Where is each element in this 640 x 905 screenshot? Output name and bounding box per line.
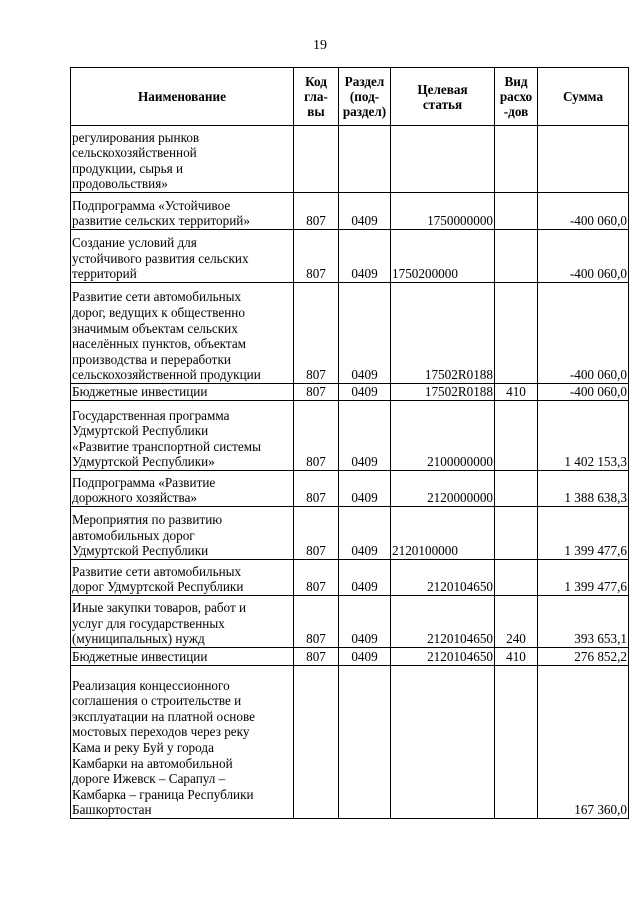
row-code: 807: [294, 560, 339, 596]
table-row: [71, 230, 629, 283]
row-section: 0409: [339, 648, 391, 666]
row-name: Развитие сети автомобильных дорог Удмуртской Республики: [71, 560, 294, 596]
row-code: 807: [294, 471, 339, 507]
row-type: 410: [495, 648, 538, 666]
row-amount: 276 852,2: [538, 648, 629, 666]
row-type: 240: [495, 596, 538, 648]
row-type: [495, 560, 538, 596]
header-row: [71, 68, 629, 126]
row-type: [495, 471, 538, 507]
table-row: [71, 193, 629, 230]
row-section: [339, 666, 391, 819]
row-code: 807: [294, 193, 339, 230]
row-name: Реализация концессионного соглашения о строительстве и эксплуатации на платной основе мостовых переходов через реку Кама и реку Буй у города Камбарки на автомобильной дороге Ижевск – Сарапул – Камбарка – граница Республики Башкортостан: [71, 666, 294, 819]
row-name: Подпрограмма «Устойчивое развитие сельских территорий»: [71, 193, 294, 230]
budget-table: [70, 67, 629, 819]
row-target: 1750000000: [391, 193, 495, 230]
row-target: 2120100000: [391, 507, 495, 560]
table-row: [71, 471, 629, 507]
row-amount: -400 060,0: [538, 384, 629, 401]
row-section: 0409: [339, 596, 391, 648]
row-section: 0409: [339, 560, 391, 596]
row-target: 1750200000: [391, 230, 495, 283]
row-amount: 393 653,1: [538, 596, 629, 648]
row-amount: -400 060,0: [538, 230, 629, 283]
header-type: Вид расхо -дов: [495, 68, 538, 126]
header-amount: Сумма: [538, 68, 629, 126]
row-target: 17502R0188: [391, 283, 495, 384]
row-code: 807: [294, 507, 339, 560]
row-section: 0409: [339, 384, 391, 401]
row-name: Государственная программа Удмуртской Республики «Развитие транспортной системы Удмуртской Республики»: [71, 401, 294, 471]
page-number: 19: [313, 38, 327, 53]
header-name: Наименование: [71, 68, 294, 126]
row-name: регулирования рынков сельскохозяйственной продукции, сырья и продовольствия»: [71, 126, 294, 193]
row-amount: 1 388 638,3: [538, 471, 629, 507]
table-row: [71, 384, 629, 401]
row-target: 2120104650: [391, 648, 495, 666]
row-target: 2120000000: [391, 471, 495, 507]
header-code: Код гла- вы: [294, 68, 339, 126]
row-amount: 1 399 477,6: [538, 560, 629, 596]
row-section: 0409: [339, 401, 391, 471]
row-amount: 1 402 153,3: [538, 401, 629, 471]
table-row: [71, 507, 629, 560]
row-target: 2120104650: [391, 560, 495, 596]
header-section: Раздел (под- раздел): [339, 68, 391, 126]
row-target: 2100000000: [391, 401, 495, 471]
row-code: 807: [294, 648, 339, 666]
row-type: [495, 126, 538, 193]
row-name: Подпрограмма «Развитие дорожного хозяйства»: [71, 471, 294, 507]
row-type: [495, 401, 538, 471]
row-name: Иные закупки товаров, работ и услуг для государственных (муниципальных) нужд: [71, 596, 294, 648]
table-row: [71, 560, 629, 596]
table-row: [71, 283, 629, 384]
row-section: 0409: [339, 230, 391, 283]
row-code: [294, 666, 339, 819]
row-name: Развитие сети автомобильных дорог, ведущих к общественно значимым объектам сельских населённых пунктов, объектам производства и переработки сельскохозяйственной продукции: [71, 283, 294, 384]
row-type: [495, 666, 538, 819]
table-row: [71, 666, 629, 819]
row-type: [495, 283, 538, 384]
row-name: Создание условий для устойчивого развития сельских территорий: [71, 230, 294, 283]
row-amount: [538, 126, 629, 193]
row-section: [339, 126, 391, 193]
row-code: 807: [294, 283, 339, 384]
row-type: [495, 193, 538, 230]
row-section: 0409: [339, 193, 391, 230]
row-type: 410: [495, 384, 538, 401]
row-type: [495, 507, 538, 560]
row-target: [391, 666, 495, 819]
row-amount: -400 060,0: [538, 193, 629, 230]
row-name: Бюджетные инвестиции: [71, 648, 294, 666]
row-section: 0409: [339, 283, 391, 384]
row-code: 807: [294, 596, 339, 648]
row-target: 2120104650: [391, 596, 495, 648]
row-code: 807: [294, 401, 339, 471]
table-row: [71, 596, 629, 648]
row-code: 807: [294, 384, 339, 401]
table-row: [71, 401, 629, 471]
row-section: 0409: [339, 471, 391, 507]
row-name: Мероприятия по развитию автомобильных дорог Удмуртской Республики: [71, 507, 294, 560]
row-section: 0409: [339, 507, 391, 560]
row-amount: 167 360,0: [538, 666, 629, 819]
row-code: 807: [294, 230, 339, 283]
row-target: 17502R0188: [391, 384, 495, 401]
row-name: Бюджетные инвестиции: [71, 384, 294, 401]
row-amount: -400 060,0: [538, 283, 629, 384]
row-amount: 1 399 477,6: [538, 507, 629, 560]
row-code: [294, 126, 339, 193]
row-type: [495, 230, 538, 283]
table-row: [71, 648, 629, 666]
header-target: Целевая статья: [391, 68, 495, 126]
row-target: [391, 126, 495, 193]
table-row: [71, 126, 629, 193]
